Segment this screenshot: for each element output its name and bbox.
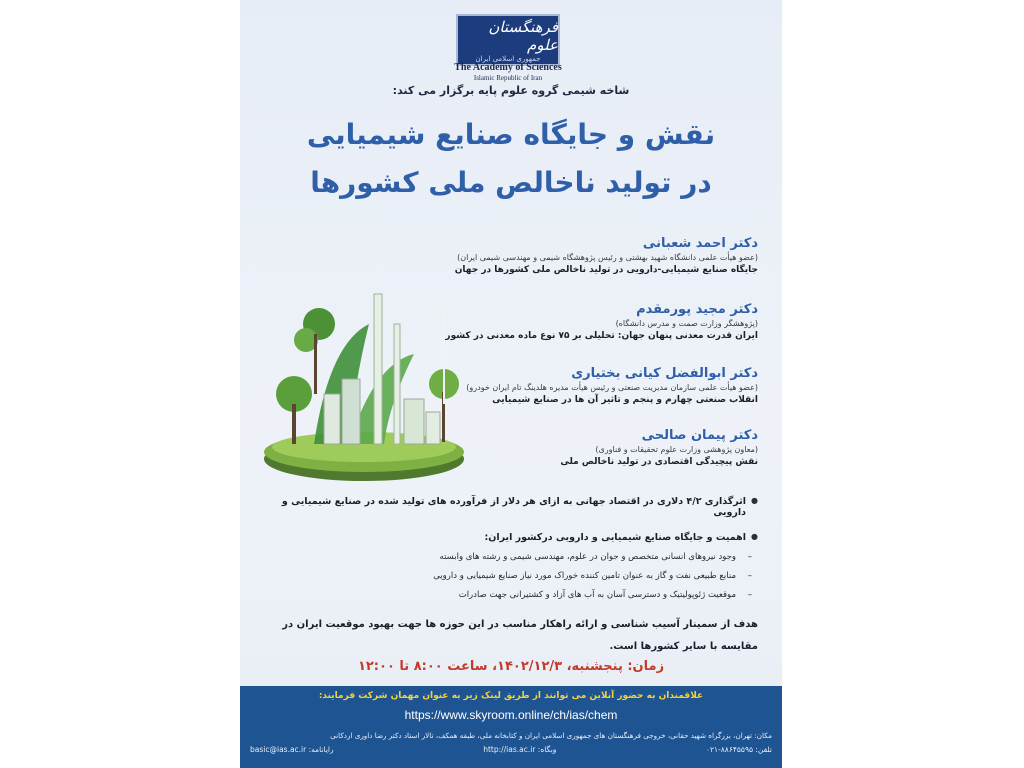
logo-english-name: The Academy of Sciences: [454, 62, 562, 73]
academy-logo: [456, 14, 560, 66]
email-link[interactable]: رایانامه: basic@ias.ac.ir: [250, 745, 334, 754]
seminar-goal: هدف از سمینار آسیب شناسی و ارائه راهکار مناسب در این حوزه ها جهت بهبود موقعیت ایران در مقایسه با سایر کشورها است.: [282, 619, 758, 652]
key-points: [258, 496, 758, 600]
bullet-importance: ● اهمیت و جایگاه صنایع شیمیایی و دارویی درکشور ایران:: [258, 532, 758, 543]
speaker-1: [418, 236, 758, 275]
bullet-economic-impact: ● اثرگذاری ۴/۲ دلاری در اقتصاد جهانی به ازای هر دلار از فرآورده های تولید شده در صنایع شیمیایی و دارویی: [258, 496, 758, 518]
logo-mark-subtext: جمهوری اسلامی ایران: [475, 54, 541, 63]
speaker-topic: ایران قدرت معدنی پنهان جهان: تحلیلی بر ۷۵ نوع ماده معدنی در کشور: [445, 331, 758, 341]
online-invite-text: علاقمندان به حضور آنلاین می توانند از طریق لینک زیر به عنوان مهمان شرکت فرمایند:: [318, 691, 704, 701]
speaker-name: دکتر پیمان صالحی: [641, 428, 758, 443]
phone-number: تلفن: ۸۸۶۴۵۵۹۵-۰۲۱: [705, 745, 772, 754]
speaker-name: دکتر احمد شعبانی: [642, 236, 758, 251]
footer-banner: [240, 686, 782, 768]
speaker-topic: انقلاب صنعتی چهارم و پنجم و تاثیر آن ها در صنایع شیمیایی: [492, 395, 758, 405]
website-link[interactable]: وبگاه: http://ias.ac.ir: [483, 745, 557, 754]
venue-address: مکان: تهران، بزرگراه شهید حقانی، خروجی فرهنگستان های جمهوری اسلامی ایران و کتابخانه ملی، طبقه همکف، تالار استاد دکتر رضا داوری اردکانی: [330, 731, 772, 740]
contact-row: [250, 745, 772, 754]
speaker-4: [418, 428, 758, 467]
speaker-role: (پژوهشگر وزارت صمت و مدرس دانشگاه): [615, 319, 758, 328]
speaker-topic: جایگاه صنایع شیمیایی-دارویی در تولید ناخالص ملی کشورها در جهان: [454, 265, 758, 275]
sub-point: – موقعیت ژئوپولیتیک و دسترسی آسان به آب های آزاد و کشتیرانی جهت صادرات: [258, 590, 758, 600]
logo-english-country: Islamic Republic of Iran: [473, 74, 543, 82]
speaker-role: (معاون پژوهشی وزارت علوم تحقیقات و فناوری): [595, 445, 758, 454]
sub-point: – منابع طبیعی نفت و گاز به عنوان تامین کننده خوراک مورد نیاز صنایع شیمیایی و دارویی: [258, 571, 758, 581]
seminar-poster: [240, 0, 782, 768]
speaker-role: (عضو هیأت علمی سازمان مدیریت صنعتی و رئیس هیأت مدیره هلدینگ تام ایران خودرو): [466, 383, 758, 392]
speaker-name: دکتر مجید پورمقدم: [636, 302, 758, 317]
logo-mark-text: فرهنگستان علوم: [488, 17, 558, 54]
skyroom-link[interactable]: https://www.skyroom.online/ch/ias/chem: [404, 708, 618, 722]
speaker-3: [418, 366, 758, 405]
poster-title-line-1: نقش و جایگاه صنایع شیمیایی: [306, 118, 716, 151]
speaker-role: (عضو هیأت علمی دانشگاه شهید بهشتی و رئیس پژوهشگاه شیمی و مهندسی شیمی ایران): [457, 253, 758, 262]
sub-point: – وجود نیروهای انسانی متخصص و جوان در علوم، مهندسی شیمی و رشته های وابسته: [258, 552, 758, 562]
poster-title-line-2: در تولید ناخالص ملی کشورها: [310, 166, 712, 199]
speaker-topic: نقش پیچیدگی اقتصادی در تولید ناخالص ملی: [560, 457, 758, 467]
speaker-name: دکتر ابوالفضل کیانی بختیاری: [571, 366, 758, 381]
event-datetime: زمان: پنجشنبه، ۱۴۰۲/۱۲/۳، ساعت ۸:۰۰ تا ۱۲:۰۰: [357, 659, 665, 674]
speaker-2: [418, 302, 758, 341]
organizer-line: شاخه شیمی گروه علوم پایه برگزار می کند:: [392, 84, 630, 97]
